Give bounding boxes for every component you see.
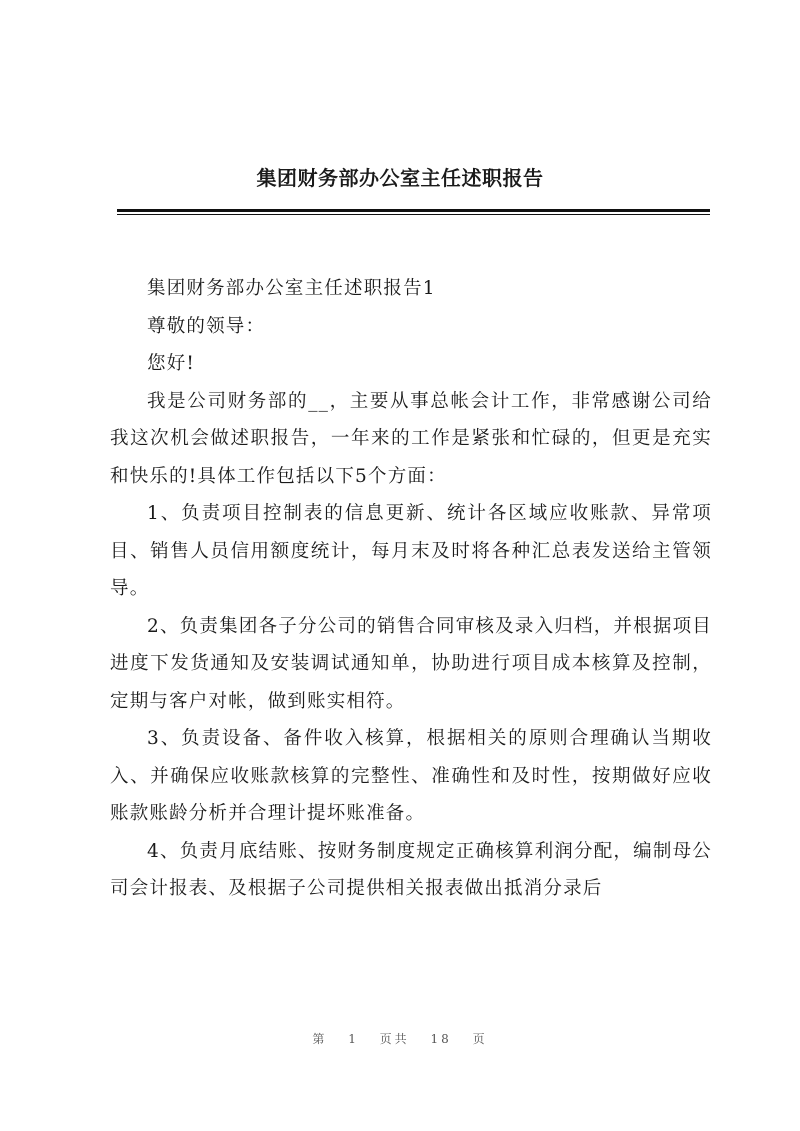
duty-item-1: 1、负责项目控制表的信息更新、统计各区域应收账款、异常项目、销售人员信用额度统计，每月末及时将各种汇总表发送给主管领导。 xyxy=(110,503,712,599)
document-body xyxy=(110,270,712,908)
page-footer xyxy=(0,1030,800,1047)
footer-page-suffix: 页 xyxy=(472,1032,488,1046)
greeting: 您好! xyxy=(147,353,196,374)
duty-item-4: 4、负责月底结账、按财务制度规定正确核算利润分配，编制母公司会计报表、及根据子公司提供相关报表做出抵消分录后 xyxy=(110,840,712,899)
footer-page-number: 1 xyxy=(348,1032,359,1046)
duty-item-2: 2、负责集团各子分公司的销售合同审核及录入归档，并根据项目进度下发货通知及安装调试通知单，协助进行项目成本核算及控制，定期与客户对帐，做到账实相符。 xyxy=(110,615,712,712)
document-title: 集团财务部办公室主任述职报告 xyxy=(256,166,544,190)
duty-item-3: 3、负责设备、备件收入核算，根据相关的原则合理确认当期收入、并确保应收账款核算的完整性、准确性和及时性，按期做好应收账款账龄分析并合理计提坏账准备。 xyxy=(110,728,712,824)
intro-paragraph: 我是公司财务部的__，主要从事总帐会计工作，非常感谢公司给我这次机会做述职报告，一年来的工作是紧张和忙碌的，但更是充实和快乐的!具体工作包括以下5个方面： xyxy=(110,390,712,487)
report-heading: 集团财务部办公室主任述职报告1 xyxy=(147,278,436,299)
footer-page-middle: 页共 xyxy=(379,1032,410,1046)
title-divider xyxy=(117,209,710,212)
title-divider-thin xyxy=(117,214,710,215)
footer-page-prefix: 第 xyxy=(312,1032,328,1046)
salutation: 尊敬的领导： xyxy=(147,315,266,337)
footer-total-pages: 18 xyxy=(430,1032,452,1046)
